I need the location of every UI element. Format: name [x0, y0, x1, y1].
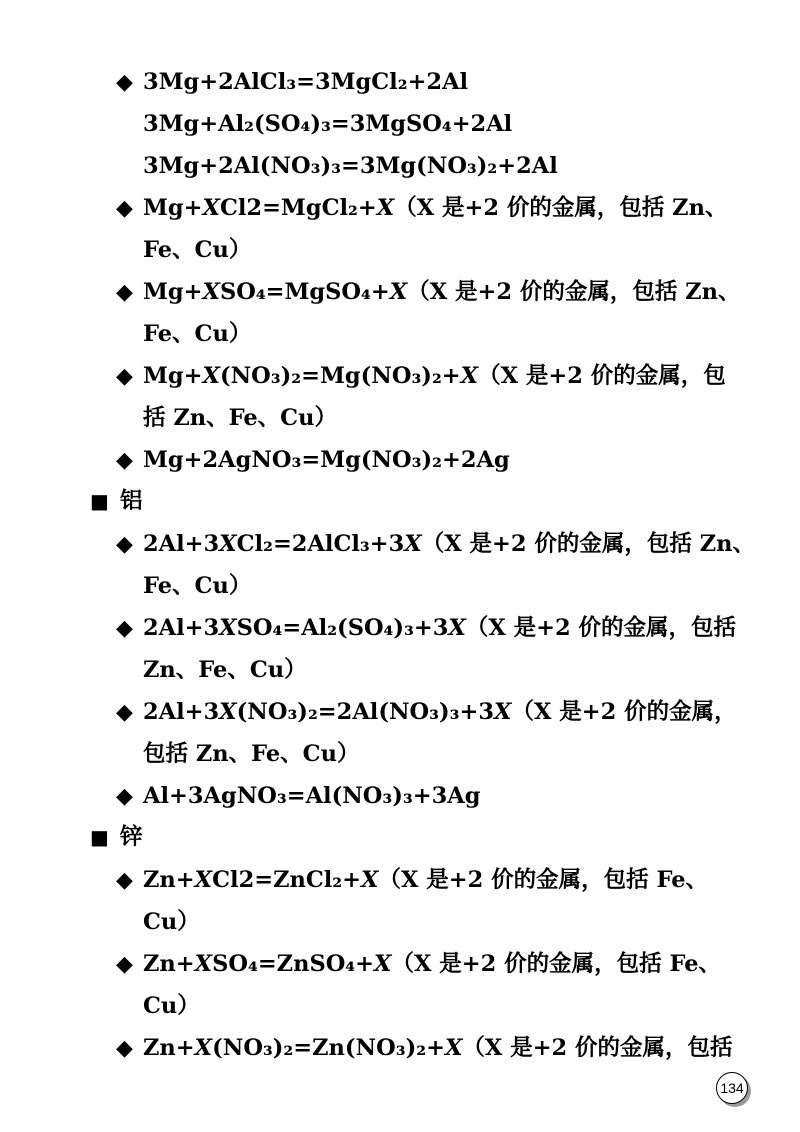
- equation-line: [116, 361, 726, 391]
- diamond-bullet-icon: ◆: [116, 195, 133, 221]
- equation-note: （X 是+2 价的金属，包括 Zn、: [407, 279, 741, 305]
- variable-x: X: [444, 1035, 463, 1061]
- variable-x: X: [376, 195, 395, 221]
- equation-line: [143, 319, 251, 349]
- section-heading-aluminum: [90, 486, 143, 516]
- equation-text: 2Al+3: [143, 699, 220, 725]
- variable-x: X: [202, 279, 220, 305]
- equation-text: Cl₂=2AlCl₃+3: [236, 531, 405, 557]
- diamond-bullet-icon: ◆: [116, 363, 133, 389]
- equation-line: [143, 151, 558, 181]
- equation-line: [143, 403, 337, 433]
- diamond-bullet-icon: ◆: [116, 867, 133, 893]
- variable-x: X: [494, 699, 512, 725]
- equation-text: Zn+: [143, 951, 195, 977]
- variable-x: X: [448, 615, 466, 641]
- equation-note: Zn、Fe、Cu）: [143, 657, 307, 683]
- section-title: 铝: [120, 488, 143, 514]
- equation-text: Mg+: [143, 279, 203, 305]
- equation-note: （X 是+2 价的金属，包括 Zn、: [394, 195, 728, 221]
- equation-note: （X 是+2 价的金属，: [511, 699, 737, 725]
- equation-line: [116, 529, 755, 559]
- equation-note: Cu）: [143, 993, 200, 1019]
- square-bullet-icon: ■: [90, 489, 109, 513]
- section-title: 锌: [120, 824, 143, 850]
- equation-line: [116, 67, 468, 97]
- equation-note: （X 是+2 价的金属，包括: [465, 615, 737, 641]
- diamond-bullet-icon: ◆: [116, 951, 133, 977]
- variable-x: X: [374, 951, 392, 977]
- diamond-bullet-icon: ◆: [116, 69, 133, 95]
- variable-x: X: [460, 363, 479, 389]
- equation-line: [143, 739, 359, 769]
- square-bullet-icon: ■: [90, 825, 109, 849]
- equation-text: Al+3AgNO₃=Al(NO₃)₃+3Ag: [143, 783, 481, 809]
- equation-text: 3Mg+2Al(NO₃)₃=3Mg(NO₃)₂+2Al: [143, 153, 558, 179]
- equation-text: Zn+: [143, 1035, 195, 1061]
- diamond-bullet-icon: ◆: [116, 447, 133, 473]
- equation-note: （X 是+2 价的金属，包括: [462, 1035, 733, 1061]
- variable-x: X: [404, 531, 422, 557]
- variable-x: X: [194, 867, 213, 893]
- page-number-badge: 134: [716, 1072, 748, 1104]
- equation-line: [143, 907, 200, 937]
- diamond-bullet-icon: ◆: [116, 1035, 133, 1061]
- equation-text: 3Mg+2AlCl₃=3MgCl₂+2Al: [143, 69, 469, 95]
- equation-text: Cl2=ZnCl₂+: [212, 867, 362, 893]
- equation-line: [116, 445, 510, 475]
- equation-text: SO₄=ZnSO₄+: [212, 951, 375, 977]
- equation-note: Fe、Cu）: [143, 237, 252, 263]
- equation-text: 3Mg+Al₂(SO₄)₃=3MgSO₄+2Al: [143, 111, 513, 137]
- equation-text: Mg+2AgNO₃=Mg(NO₃)₂+2Ag: [143, 447, 510, 473]
- equation-line: [116, 781, 480, 811]
- variable-x: X: [361, 867, 379, 893]
- equation-text: Cl2=MgCl₂+: [219, 195, 377, 221]
- variable-x: X: [389, 279, 408, 305]
- variable-x: X: [202, 363, 220, 389]
- equation-note: （X 是+2 价的金属，包括 Zn、: [421, 531, 755, 557]
- diamond-bullet-icon: ◆: [116, 279, 133, 305]
- equation-note: （X 是+2 价的金属，包: [478, 363, 726, 389]
- variable-x: X: [219, 615, 237, 641]
- equation-note: 包括 Zn、Fe、Cu）: [143, 741, 360, 767]
- equation-note: Fe、Cu）: [143, 321, 252, 347]
- equation-note: （X 是+2 价的金属，包括 Fe、: [391, 951, 722, 977]
- equation-line: [116, 613, 736, 643]
- equation-note: Fe、Cu）: [143, 573, 252, 599]
- equation-line: [143, 235, 251, 265]
- equation-line: [116, 949, 721, 979]
- equation-text: SO₄=MgSO₄+: [219, 279, 390, 305]
- equation-line: [143, 109, 512, 139]
- variable-x: X: [194, 951, 213, 977]
- equation-line: [143, 655, 307, 685]
- equation-note: 括 Zn、Fe、Cu）: [143, 405, 337, 431]
- diamond-bullet-icon: ◆: [116, 615, 133, 641]
- equation-text: (NO₃)₂=2Al(NO₃)₃+3: [236, 699, 494, 725]
- equation-text: Zn+: [143, 867, 195, 893]
- equation-text: Mg+: [143, 363, 203, 389]
- equation-text: 2Al+3: [143, 615, 220, 641]
- equation-text: Mg+: [143, 195, 203, 221]
- variable-x: X: [219, 531, 237, 557]
- diamond-bullet-icon: ◆: [116, 699, 133, 725]
- equation-line: [116, 1033, 733, 1063]
- equation-text: (NO₃)₂=Mg(NO₃)₂+: [219, 363, 461, 389]
- equation-text: (NO₃)₂=Zn(NO₃)₂+: [212, 1035, 445, 1061]
- variable-x: X: [194, 1035, 213, 1061]
- equation-line: [143, 571, 251, 601]
- variable-x: X: [219, 699, 237, 725]
- section-heading-zinc: [90, 822, 143, 852]
- equation-line: [143, 991, 200, 1021]
- diamond-bullet-icon: ◆: [116, 531, 133, 557]
- equation-note: （X 是+2 价的金属，包括 Fe、: [378, 867, 709, 893]
- equation-note: Cu）: [143, 909, 200, 935]
- equation-text: 2Al+3: [143, 531, 220, 557]
- equation-line: [116, 277, 740, 307]
- variable-x: X: [202, 195, 220, 221]
- equation-text: SO₄=Al₂(SO₄)₃+3: [236, 615, 449, 641]
- equation-line: [116, 865, 708, 895]
- equation-line: [116, 193, 727, 223]
- diamond-bullet-icon: ◆: [116, 783, 133, 809]
- equation-line: [116, 697, 737, 727]
